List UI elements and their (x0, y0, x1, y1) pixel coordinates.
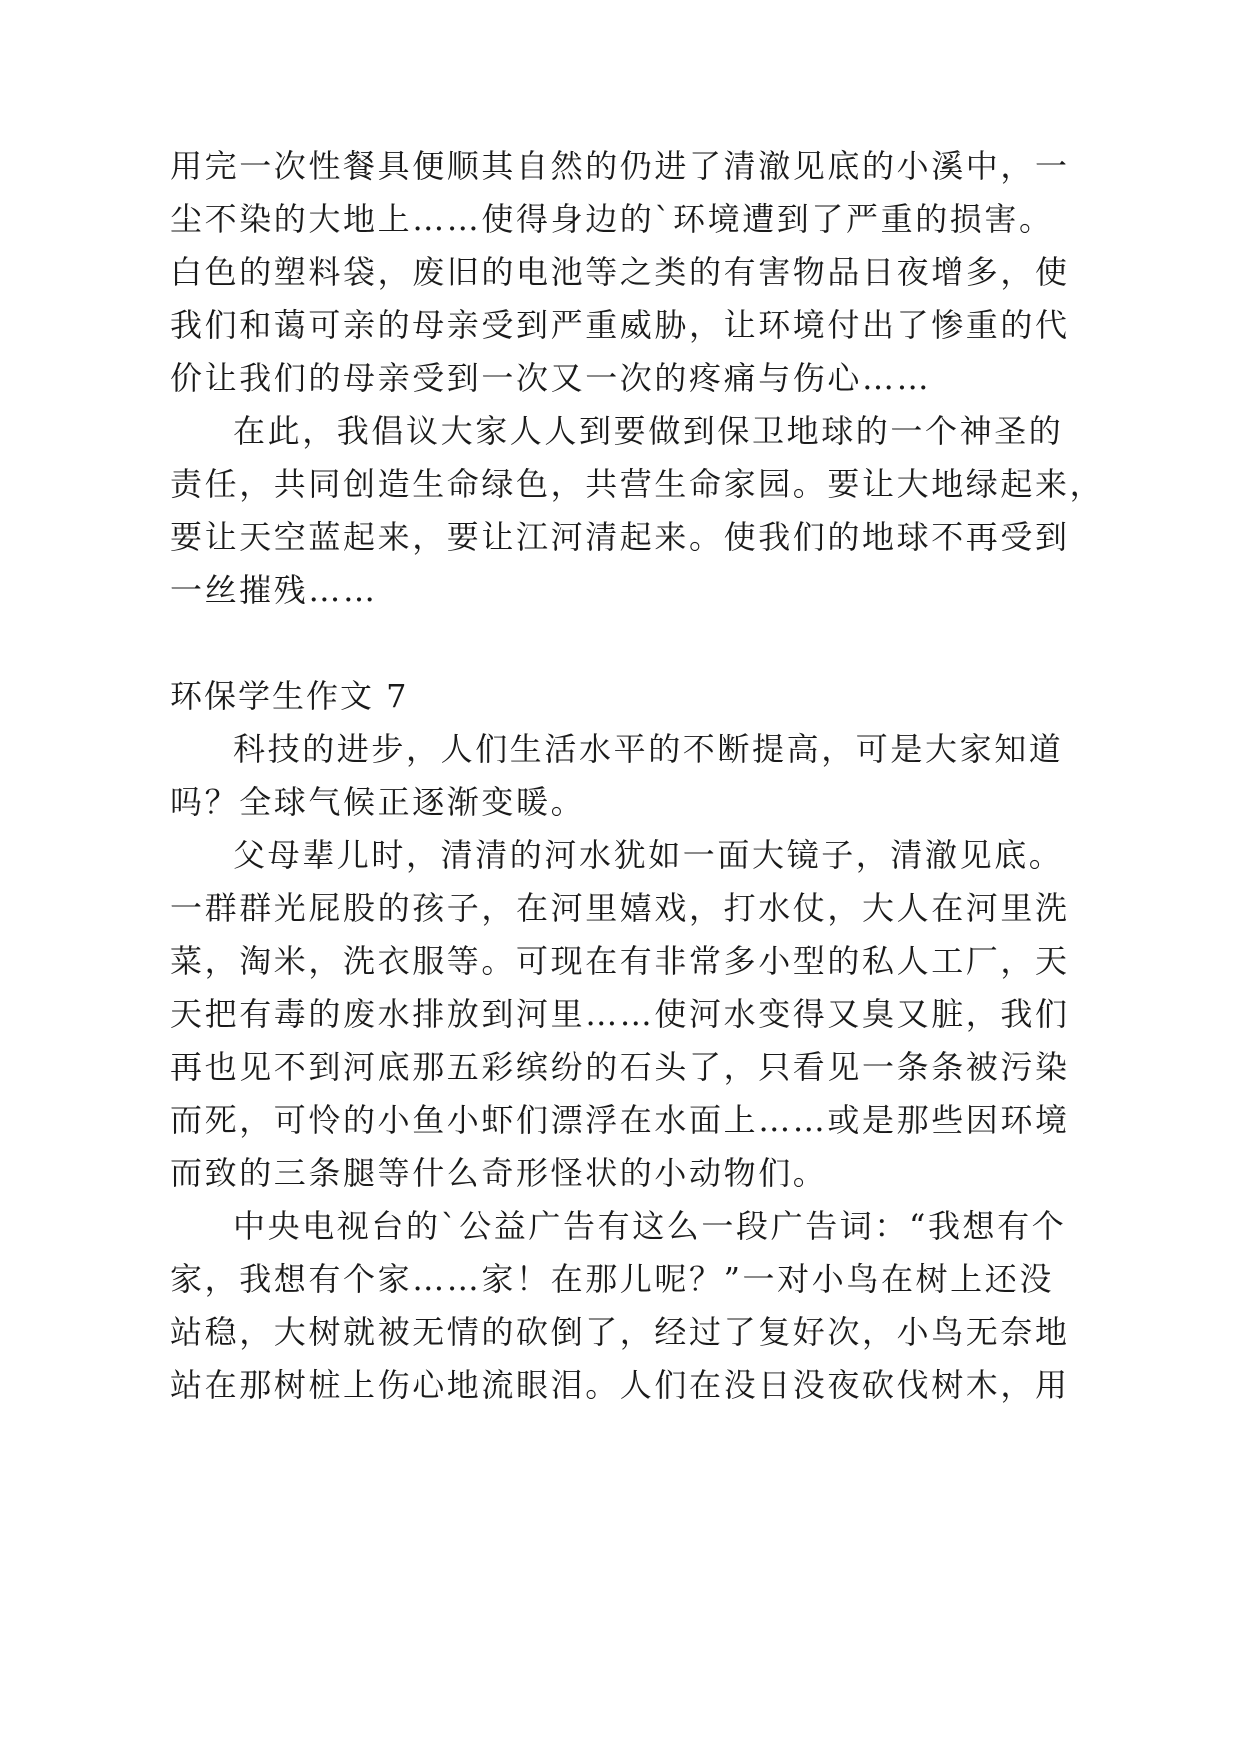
paragraph-start-line: 科技的进步，人们生活水平的不断提高，可是大家知道 (233, 730, 1064, 768)
text-line: 吗？全球气候正逐渐变暖。 (170, 783, 586, 821)
text-line: 白色的塑料袋，废旧的电池等之类的有害物品日夜增多，使 (170, 253, 1070, 291)
text-line: 一群群光屁股的孩子，在河里嬉戏，打水仗，大人在河里洗 (170, 889, 1070, 927)
text-line: 而死，可怜的小鱼小虾们漂浮在水面上……或是那些因环境 (170, 1101, 1070, 1139)
text-line: 再也见不到河底那五彩缤纷的石头了，只看见一条条被污染 (170, 1048, 1070, 1086)
text-line: 用完一次性餐具便顺其自然的仍进了清澈见底的小溪中，一 (170, 147, 1070, 185)
text-line: 站稳，大树就被无情的砍倒了，经过了复好次，小鸟无奈地 (170, 1313, 1070, 1351)
text-line: 天把有毒的废水排放到河里……使河水变得又臭又脏，我们 (170, 995, 1070, 1033)
text-line: 责任，共同创造生命绿色，共营生命家园。要让大地绿起来， (170, 465, 1105, 503)
paragraph-start-line: 中央电视台的`公益广告有这么一段广告词：“我想有个 (233, 1207, 1067, 1245)
section-heading: 环保学生作文 7 (170, 677, 409, 715)
text-line: 一丝摧残…… (170, 571, 378, 609)
text-line: 而致的三条腿等什么奇形怪状的小动物们。 (170, 1154, 828, 1192)
text-line: 我们和蔼可亲的母亲受到严重威胁，让环境付出了惨重的代 (170, 306, 1070, 344)
text-line: 家，我想有个家……家！在那儿呢？”一对小鸟在树上还没 (170, 1260, 1054, 1298)
text-line: 要让天空蓝起来，要让江河清起来。使我们的地球不再受到 (170, 518, 1070, 556)
paragraph-start-line: 父母辈儿时，清清的河水犹如一面大镜子，清澈见底。 (233, 836, 1064, 874)
text-line: 价让我们的母亲受到一次又一次的疼痛与伤心…… (170, 359, 932, 397)
paragraph-start-line: 在此，我倡议大家人人到要做到保卫地球的一个神圣的 (233, 412, 1064, 450)
text-line: 站在那树桩上伤心地流眼泪。人们在没日没夜砍伐树木，用 (170, 1366, 1070, 1404)
text-line: 尘不染的大地上……使得身边的`环境遭到了严重的损害。 (170, 200, 1054, 238)
text-line: 菜，淘米，洗衣服等。可现在有非常多小型的私人工厂，天 (170, 942, 1070, 980)
